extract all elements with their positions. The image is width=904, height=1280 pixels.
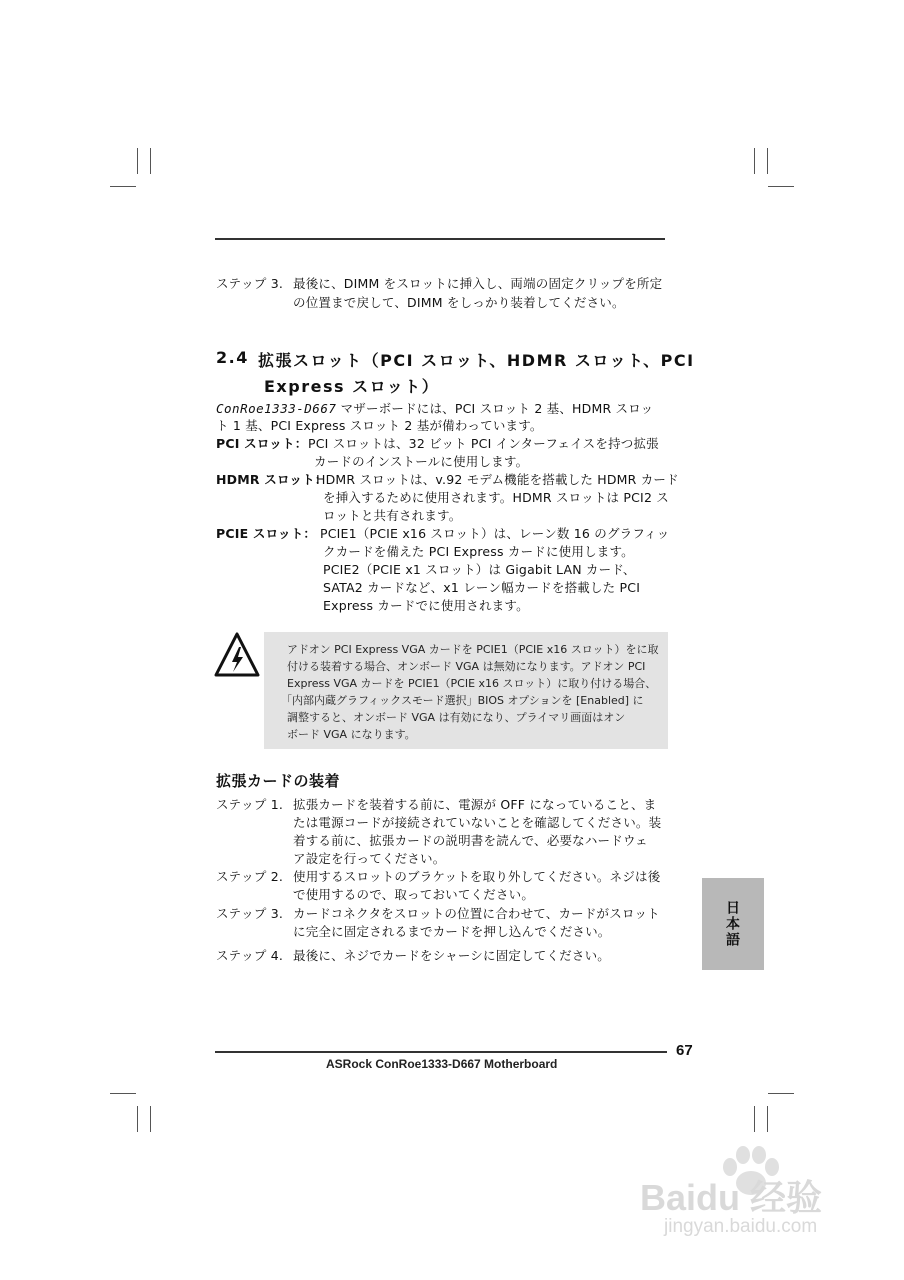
- pcie-line: クカードを備えた PCI Express カードに使用します。: [323, 544, 634, 559]
- footer-product: ASRock ConRoe1333-D667 Motherboard: [326, 1057, 558, 1071]
- pcie-line: SATA2 カードなど、x1 レーン幅カードを搭載した PCI: [323, 580, 641, 595]
- crop-mark: [768, 186, 794, 187]
- hdmr-line: ロットと共有されます。: [323, 508, 462, 523]
- install-step-label: ステップ 1.: [216, 797, 284, 812]
- install-heading: 拡張カードの装着: [216, 772, 341, 790]
- section-title-cont: Express スロット）: [264, 377, 440, 396]
- pcie-line: PCIE1（PCIE x16 スロット）は、レーン数 16 のグラフィッ: [320, 526, 670, 541]
- intro-line: ト 1 基、PCI Express スロット 2 基が備わっています。: [216, 418, 543, 433]
- crop-mark: [110, 186, 136, 187]
- header-rule: [215, 238, 665, 240]
- crop-mark: [754, 148, 755, 174]
- hdmr-line: を挿入するために使用されます。HDMR スロットは PCI2 ス: [323, 490, 669, 505]
- crop-mark: [137, 1106, 138, 1132]
- note-line: ボード VGA になります。: [287, 728, 416, 741]
- intro-text: マザーボードには、PCI スロット 2 基、HDMR スロッ: [336, 401, 654, 416]
- step3-label: ステップ 3.: [216, 276, 284, 291]
- model-name: ConRoe1333-D667: [216, 401, 337, 416]
- install-step-line: カードコネクタをスロットの位置に合わせて、カードがスロット: [293, 906, 660, 921]
- baidu-watermark-logo: Baidu 经验: [640, 1177, 823, 1218]
- note-line: 「内部内蔵グラフィックスモード選択」BIOS オプションを [Enabled] に: [281, 694, 644, 707]
- pcie-line: Express カードでに使用されます。: [323, 598, 529, 613]
- install-step-line: 拡張カードを装着する前に、電源が OFF になっていること、ま: [293, 797, 657, 812]
- page-number: 67: [676, 1042, 693, 1059]
- install-step-line: ア設定を行ってください。: [293, 851, 446, 866]
- pci-line: カードのインストールに使用します。: [314, 454, 529, 469]
- note-line: Express VGA カードを PCIE1（PCIE x16 スロット）に取り付ける場合、: [287, 677, 657, 690]
- note-line: 付ける装着する場合、オンボード VGA は無効になります。アドオン PCI: [287, 660, 646, 673]
- hdmr-line: HDMR スロットは、v.92 モデム機能を搭載した HDMR カード: [316, 472, 679, 487]
- crop-mark: [110, 1093, 136, 1094]
- pci-label: PCI スロット：: [216, 436, 308, 451]
- section-title: 拡張スロット（PCI スロット、HDMR スロット、PCI: [258, 351, 695, 370]
- pcie-label: PCIE スロット：: [216, 526, 317, 541]
- install-step-label: ステップ 2.: [216, 869, 284, 884]
- install-step-line: たは電源コードが接続されていないことを確認してください。装: [293, 815, 662, 830]
- hdmr-label: HDMR スロット：: [216, 472, 328, 487]
- warning-lightning-icon: [212, 630, 262, 680]
- install-step-line: 着する前に、拡張カードの説明書を読んで、必要なハードウェ: [293, 833, 648, 848]
- install-step-line: に完全に固定されるまでカードを押し込んでください。: [293, 924, 611, 939]
- crop-mark: [137, 148, 138, 174]
- language-tab-label: 日本語: [724, 900, 740, 948]
- crop-mark: [768, 1093, 794, 1094]
- pci-line: PCI スロットは、32 ビット PCI インターフェイスを持つ拡張: [308, 436, 659, 451]
- step3-line: 最後に、DIMM をスロットに挿入し、両端の固定クリップを所定: [293, 276, 663, 291]
- crop-mark: [150, 1106, 151, 1132]
- baidu-watermark-url: jingyan.baidu.com: [664, 1216, 818, 1237]
- section-number: 2.4: [216, 348, 249, 367]
- install-step-label: ステップ 4.: [216, 948, 284, 963]
- install-step-line: で使用するので、取っておいてください。: [293, 887, 535, 902]
- pcie-line: PCIE2（PCIE x1 スロット）は Gigabit LAN カード、: [323, 562, 636, 577]
- crop-mark: [150, 148, 151, 174]
- crop-mark: [767, 1106, 768, 1132]
- language-tab: [702, 878, 764, 970]
- install-step-label: ステップ 3.: [216, 906, 284, 921]
- note-line: アドオン PCI Express VGA カードを PCIE1（PCIE x16 スロット）をに取: [287, 643, 659, 656]
- note-line: 調整すると、オンボード VGA は有効になり、プライマリ画面はオン: [287, 711, 626, 724]
- crop-mark: [754, 1106, 755, 1132]
- install-step-line: 最後に、ネジでカードをシャーシに固定してください。: [293, 948, 611, 963]
- crop-mark: [767, 148, 768, 174]
- install-step-line: 使用するスロットのブラケットを取り外してください。ネジは後: [293, 869, 661, 884]
- step3-line: の位置まで戻して、DIMM をしっかり装着してください。: [293, 295, 625, 310]
- footer-rule: [215, 1051, 667, 1053]
